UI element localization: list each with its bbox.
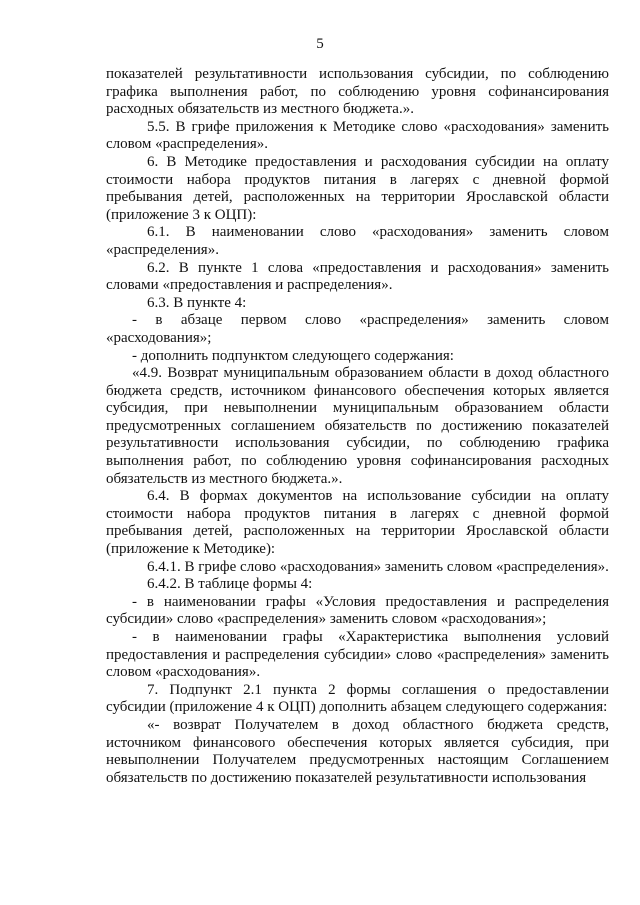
paragraph-6-2: 6.2. В пункте 1 слова «предоставления и расходования» заменить словами «предоставления и распределения». [106,259,609,294]
paragraph-6-1-line1 [106,224,609,259]
paragraph-5-5: 5.5. В грифе приложения к Методике слово «расходования» заменить словом «распределения». [106,118,609,153]
paragraph-6-4: 6.4. В формах документов на использование субсидии на оплату стоимости набора продуктов питания в лагерях с дневной формой пребывания детей, расположенных на территории Ярославской области (приложение к Методике): [106,488,609,558]
paragraph-6-3-item1: - в абзаце первом слово «распределения» заменить словом «расходования»; [106,312,609,346]
paragraph-7-quote: «- возврат Получателем в доход областного бюджета средств, источником финансового обеспечения которых является субсидия, при невыполнении Получателем предусмотренных настоящим Соглашением обязательств по достижению показателей результативности использования [106,716,609,786]
paragraph-6-4-2-item2: - в наименовании графы «Характеристика выполнения условий предоставления и распределения субсидии» слово «распределения» заменить словом «расходования». [106,629,609,681]
page-number: 5 [316,36,324,52]
paragraph-4-9: «4.9. Возврат муниципальным образованием области в доход областного бюджета средств, источником финансового обеспечения которых является субсидия, при невыполнении муниципальным образованием области предусмотренных соглашением обязательств по достижению показателей результативности использования субсидии, по соблюдению графика выполнения работ, по соблюдению уровня софинансирования расходных обязательств из местного бюджета.». [106,365,609,487]
paragraph-6-4-2: 6.4.2. В таблице формы 4: [147,576,313,593]
paragraph-6-1: 6.1. В наименовании слово «расходования» заменить словом «распределения». [106,224,609,258]
paragraph-continuation: показателей результативности использования субсидии, по соблюдению графика выполнения работ, по соблюдению уровня софинансирования расходных обязательств из местного бюджета.». [106,66,609,118]
paragraph-6: 6. В Методике предоставления и расходования субсидии на оплату стоимости набора продуктов питания в лагерях с дневной формой пребывания детей, расположенных на территории Ярославской области (приложение 3 к ОЦП): [106,153,609,223]
paragraph-6-4-2-item1: - в наименовании графы «Условия предоставления и распределения субсидии» слово «распределения» заменить словом «расходования»; [106,593,609,628]
paragraph-7: 7. Подпункт 2.1 пункта 2 формы соглашения о предоставлении субсидии (приложение 4 к ОЦП) дополнить абзацем следующего содержания: [106,681,609,716]
paragraph-6-3-item2: - дополнить подпунктом следующего содержания: [132,347,454,364]
paragraph-6-4-1: 6.4.1. В грифе слово «расходования» заменить словом «распределения». [147,558,609,575]
document-body [106,66,609,787]
paragraph-6-3: 6.3. В пункте 4: [147,294,247,311]
